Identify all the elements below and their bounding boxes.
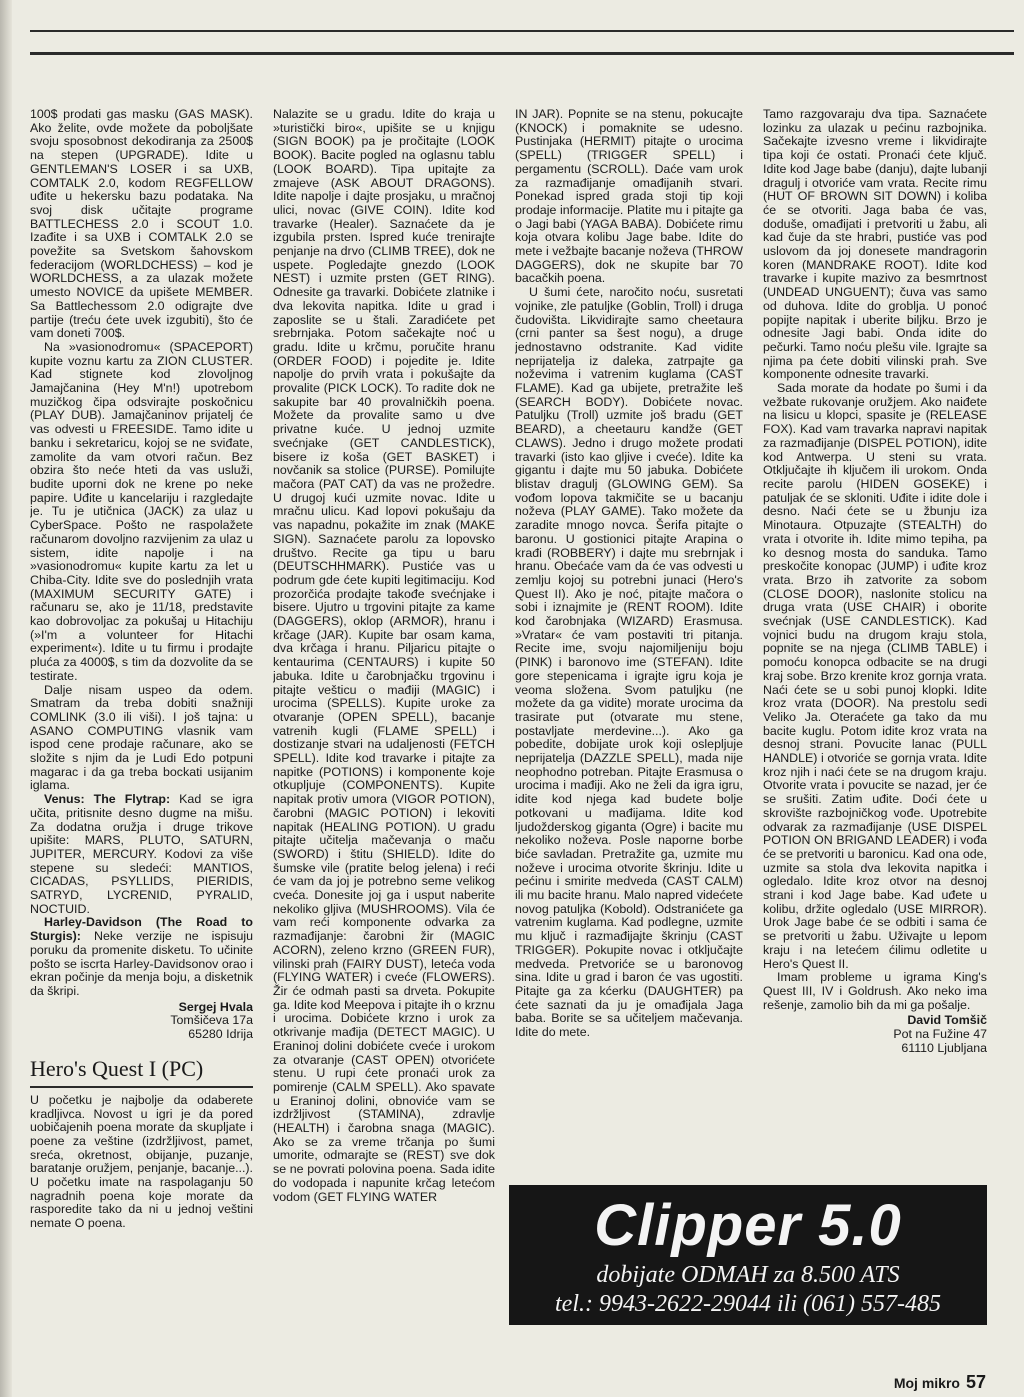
col4-paragraph-3: Imam probleme u igrama King's Quest III, IV i Goldrush. Ako neko ima rešenje, zamolio bih da mi ga pošalje. [763,970,987,1012]
column-3 [515,108,743,1176]
page-number: 57 [965,1372,986,1392]
venus-text: Kad se igra učita, pritisnite desno dugme na mišu. Za dodatna oružja i druge trikove upišite: MARS, PLUTO, SATURN, JUPITER, MERCURY. Kodovi za više stepene su sledeći: MANTIOS, CICADAS, PSYLLIDS, PIERIDIS, SATRYD, LYCRENID, PYRALID, NOCTUID. [30,792,253,916]
col1-paragraph-3: Dalje nisam uspeo da odem. Smatram da treba dobiti snažniji COMLINK (3.0 ili viši). I još tajna: u ASANO COMPUTING vlasnik vam ispod cene prodaje računare, ako se složite s njim da je Ludi Edo potpuni magarac i da ga treba bockati usijanim iglama. [30,682,253,793]
signature-1-address-2: 65280 Idrija [188,1027,253,1042]
col1-paragraph-4 [30,793,253,916]
col1-paragraph-6: U početku je najbolje da odaberete kradljivca. Novost u igri je da pored uobičajenih poena morate da skupljate i poene za veštine (izdržljivost, pamet, sreća, okretnost, obijanje, puzanje, baratanje oružjem, penjanje, bacanje...). U početku imate na raspolaganju 50 nagradnih poena koje morate da rasporedite tako da ni u jednoj veštini nemate O poena. [30,1092,253,1231]
signature-2-address-1: Pot na Fužine 47 [893,1027,987,1042]
page-edge [0,0,12,1397]
magazine-name: Moj mikro [893,1375,960,1391]
signature-2-name: David Tomšič [907,1013,987,1028]
col1-paragraph-1: 100$ prodati gas masku (GAS MASK). Ako želite, ovde možete da poboljšate svoju sposobnost dekodiranja za 2500$ na stepen (UPGRADE). Idite u GENTLEMAN'S LOSER i sa UXB, COMTALK 2.0, kodom REGFELLOW uđite u hekersku bazu podataka. Na svoj disk učitajte programe BATTLECHESS 2.0 i SCOUT 1.0. Izađite i sa UXB i COMTALK 2.0 se povežite sa Svetskom šahovskom federacijom (WORLDCHESS) – kod je WORLDCHESS, a za ulazak možete umesto NOVICE da upišete MEMBER. Sa Battlechessom 2.0 odigrajte dve partije (treću ćete uvek izgubiti), što će vam doneti 700$. [30,108,253,341]
col2-paragraph-1: Nalazite se u gradu. Idite do kraja u »turistički biro«, upišite se u knjigu (SIGN BOOK) pa je pročitajte (LOOK BOOK). Bacite pogled na oglasnu tablu (LOOK BOARD). Tipa upitajte za zmajeve (ASK ABOUT DRAGONS). Idite napolje i dajte prosjaku, u mračnoj ulici, novac (GIVE COIN). Idite kod travarke (Healer). Saznaćete da je izgubila prsten. Ispred kuće trenirajte penjanje na drvo (CLIMB TREE), dok ne uspete. Pogledajte gnezdo (LOOK NEST) i uzmite prsten (GET RING). Odnesite ga travarki. Dobićete zlatnike i dva lekovita napitka. Idite u grad i zaposlite se u štali. Zaradićete pet srebrnjaka. Potom sačekajte noć u gradu. Idite u krčmu, poručite hranu (ORDER FOOD) i pojedite je. Idite napolje do prvih vrata i pokušajte da provalite (PICK LOCK). To radite dok ne sakupite bar 40 provalničkih poena. Možete da provalite samo u dve privatne kuće. U jednoj uzmite svećnjake (GET CANDLESTICK), bisere iz koša (GET BASKET) i novčanik sa stolice (PURSE). Pomilujte mačora (PAT CAT) da vas ne prožedre. U drugoj kući uzmite novac. Idite u mračnu ulicu. Kad lopovi pokušaju da vas napadnu, pokažite im znak (MAKE SIGN). Saznaćete parolu za lopovsko društvo. Recite ga tipu u baru (DEUTSCHHMARK). Pustiće vas u podrum gde ćete kupiti legitimaciju. Kod prozorčića prodajte takođe svećnjake i bisere. Ujutro u trgovini pitajte za kame (DAGGERS), oklop (ARMOR), hranu i krčage (JAR). Kupite bar osam kama, dva krčaga i hranu. Piljaricu pitajte o kentaurima (CENTAURS) i kupite 50 jabuka. Idite u čarobnjačku trgovinu i pitajte vešticu o mađiji (MAGIC) i urocima (SPELLS). Kupite uroke za otvaranje (OPEN SPELL), bacanje vatrenih kugli (FLAME SPELL) i dostizanje stvari na udaljenosti (FETCH SPELL). Idite kod travarke i pitajte za napitke (POTIONS) i komponente koje otkupljuje (COMPONENTS). Kupite napitak protiv umora (VIGOR POTION), čarobni (MAGIC POTION) i lekoviti napitak (HEALING POTION). U gradu pitajte učitelja mačevanja o maču (SWORD) i štitu (SHIELD). Idite do šumske vile (pratite belog jelena) i reći će vam da joj je potrebno seme velikog cveća. Donesite joj ga i usput naberite nekoliko gljiva (MUSHROOMS). Vila će vam reći komponente odvarka za razmađijanje: čarobni žir (MAGIC ACORN), zeleno krzno (GREEN FUR), vilinski prah (FAIRY DUST), leteća voda (FLYING WATER) i cveće (FLOWERS). Žir će odmah pasti sa drveta. Pokupite ga. Idite kod Meepova i pitajte ih o krznu i urocima. Dobićete krzno i urok za otkrivanje mađija (DETECT MAGIC). U Eraninoj dolini dobićete cveće i urokom za otvaranje (CAST OPEN) otvorićete stenu. U rupi ćete pronaći urok za pomirenje (CALM SPELL). Ako spavate u Eraninoj dolini, obnoviće vam se izdržljivost (STAMINA), zdravlje (HEALTH) i čarobna snaga (MAGIC). Ako se za vreme trčanja po šumi umorite, odmarajte se (REST) sve dok se ne povrati polovina poena. Sada idite do vodopada i napunite krčag letećom vodom (GET FLYING WATER [273,108,495,1204]
column-1 [30,108,253,1328]
harley-text: Neke verzije ne ispisuju poruku da promenite disketu. To učinite pošto se iscrta Harley-Davidsonov orao i ekran počinje da menja boju, a disketnik da škripi. [30,929,253,998]
clipper-advertisement [509,1185,987,1325]
signature-2 [763,1014,987,1055]
signature-1 [30,1001,253,1042]
col4-paragraph-2: Sada morate da hodate po šumi i da vežbate rukovanje oružjem. Ako naiđete na lisicu u klopci, spasite je (RELEASE FOX). Kad vam travarka napravi napitak za razmađijanje (DISPEL POTION), idite kod Antwerpa. U steni su vrata. Otključajte ih ključem ili urokom. Onda recite parolu (HIDEN GOSEKE) i patuljak će se skloniti. Uđite i idite dole i desno. Naći ćete se u žbunju iza Minotaura. Otpuzajte (STEALTH) do vrata i otvorite ih. Idite mimo tepiha, pa ko desnog mosta do sanduka. Tamo preskočite konopac (JUMP) i uđite kroz vrata. Brzo ih zatvorite za sobom (CLOSE DOOR), naslonite stolicu na druga vrata (USE CHAIR) i oborite svećnjak (USE CANDLESTICK). Kad vojnici budu na drugom kraju stola, popnite se na njega (CLIMB TABLE) i pomoću konopca odbacite se na drugi kraj sobe. Brzo krenite kroz gornja vrata. Naći ćete se u sobi punoj klopki. Idite kroz vrata (DOOR). Na prestolu sedi Veliko Ja. Oteraćete ga tako da mu bacite kuglu. Potom idite kroz vrata na desnoj strani. Povucite lanac (PULL HANDLE) i otvoriće se gornja vrata. Idite kroz njih i naći ćete se na drugom kraju. Otvorite vrata i povucite se nazad, jer će se srušiti. Zatim uđite. Doći ćete u skrovište razbojničkog vođe. Upotrebite odvarak za razmađijanje (USE DISPEL POTION ON BRIGAND LEADER) i vođa će se pretvoriti u baronicu. Kad ona ode, uzmite sa stola dva lekovita napitka i ogledalo. Idite kroz otvor na desnoj strani i kod Jage babe. Kad uđete u kolibu, držite ogledalo (USE MIRROR). Urok Jage babe će se odbiti i sama će se pretvoriti u žabu. Uživajte u lepom kraju i na letećem ćilimu odletite u Hero's Quest II. [763,381,987,971]
col1-paragraph-2: Na »vasionodromu« (SPACEPORT) kupite voznu kartu za ZION CLUSTER. Kad stignete kod zlovoljnog Jamajčanina (Hey M'n!) upotrebom muzičkog čipa odsvirajte poskočnicu (PLAY DUB). Jamajčaninov prijatelj će vas odvesti u FREESIDE. Tamo idite u banku i sekretaricu, kojoj se ne sviđate, zamolite da vam otvori račun. Bez obzira što neće hteti da vas usluži, budite uporni dok ne krene po neke papire. Uđite u kancelariju i razgledajte je. Tu je utičnica (JACK) za ulaz u CyberSpace. Pošto ne raspolažete računarom dovoljno razvijenim za ulaz u sistem, idite napolje i na »vasionodromu« kupite kartu za let u Chiba-City. Idite sve do poslednjih vrata (MAXIMUM SECURITY GATE) i računaru se, ako je 11/18, predstavite kao dobrovoljac za pokušaj u Hitachiju (»I'm a volunteer for Hitachi experiment«). Idite u tu firmu i prodajte pluća za 4000$, s tim da dozvolite da se testirate. [30,339,253,683]
signature-1-address-1: Tomšičeva 17a [170,1013,253,1028]
signature-1-name: Sergej Hvala [178,999,253,1014]
header-rule [30,52,1014,55]
ad-title: Clipper 5.0 [594,1193,902,1258]
col1-paragraph-5 [30,916,253,998]
harley-heading: Harley-Davidson (The Road to Sturgis): [30,915,253,944]
signature-2-address-2: 61110 Ljubljana [901,1040,987,1055]
top-rule [30,30,1014,32]
column-2 [273,108,495,1340]
col3-paragraph-1: IN JAR). Popnite se na stenu, pokucajte (KNOCK) i pomaknite se udesno. Pustinjaka (HERMIT) pitajte o urocima (SPELL) (TRIGGER SPELL) i pergamentu (SCROLL). Daće vam urok za razmađijanje omađijanih stvari. Ponekad ispred grada stoji tip koji prodaje informacije. Platite mu i pitajte ga o Jagi babi (YAGA BABA). Dobićete rimu koja otvara kolibu Jage babe. Idite do mete i vežbajte bacanje noževa (THROW DAGGERS), dok ne skupite bar 70 bacačkih poena. [515,108,743,286]
section-title: Hero's Quest I (PC) [30,1056,253,1088]
col3-paragraph-2: U šumi ćete, naročito noću, susretati vojnike, zle patuljke (Goblin, Troll) i druga čudovišta. Likvidirajte samo cheetaura (crni panter sa šest nogu), a druge jednostavno odstranite. Kad vidite neprijatelja iz daleka, zatrpajte ga noževima i vatrenim kuglama (CAST FLAME). Kad ga ubijete, pretražite leš (SEARCH BODY). Dobićete novac. Patuljku (Troll) uzmite još bradu (GET BEARD), a cheetauru kandže (GET CLAWS). Jedno i drugo možete prodati travarki (isto kao gljive i cveće). Idite ka gigantu i dajte mu 50 jabuka. Dobićete blistav dragulj (GLOWING GEM). Sa vođom lopova takmičite se u bacanju noževa (PLAY GAME). Tako možete da zaradite mnogo novca. Šerifa pitajte o baronu. U gostionici pitajte Arapina o krađi (ROBBERY) i dajte mu srebrnjak i hranu. Obećaće vam da će vas odvesti u zemlju kojoj su potrebni junaci (Hero's Quest II). Ako je noć, pitajte mačora o sobi i iznajmite je (RENT ROOM). Idite kod čarobnjaka (WIZARD) Erasmusa. »Vratar« će vam postaviti tri pitanja. Recite ime, svoju najomiljeniju boju (PINK) i baronovo ime (STEFAN). Idite gore stepenicama i igrajte igru koja je veoma složena. Svom patuljku (ne možete da ga vidite) morate urocima da trasirate put (otvarate mu stene, postavljate merdevine...). Ako ga pobedite, dobijate urok koji oslepljuje neprijatelja (DAZZLE SPELL), mada nije neophodno potreban. Pitajte Erasmusa o urocima i mađiji. Ako ne želi da igra igru, idite kod njega kad budete bolje potkovani u mađijama. Idite kod ljudožderskog giganta (Ogre) i bacite mu nekoliko noževa. Posle naporne borbe biće savladan. Pretražite ga, uzmite mu noževe i urocima otvorite škrinju. Idite u pećinu i smirite medveda (CAST CALM) ili mu bacite hranu. Malo napred videćete novog patuljka (Kobold). Odstranićete ga vatrenim kuglama. Kad podlegne, uzmite mu ključ i razmađijajte škrinju (CAST TRIGGER). Pokupite novac i otključajte medveda. Pretvoriće se u baronovog sina. Idite u grad i baron će vas ugostiti. Pitajte ga za kćerku (DAUGHTER) pa ćete saznati da ju je omađijala Jaga baba. Borite se sa učiteljem mačevanja. Idite do mete. [515,285,743,1040]
col4-paragraph-1: Tamo razgovaraju dva tipa. Saznaćete lozinku za ulazak u pećinu razbojnika. Sačekajte izvesno vreme i likvidirajte tipa koji će ostati. Pronaći ćete ključ. Idite kod Jage babe (danju), dajte lubanji dragulj i otvoriće vam vrata. Recite rimu (HUT OF BROWN SIT DOWN) i koliba će se otvoriti. Jaga baba će vas, doduše, omađijati i pretvoriti u žabu, ali kad čuje da ste hrabri, pustiće vas pod uslovom da joj donesete mandragorin koren (MANDRAKE ROOT). Idite kod travarke i kupite mazivo za besmrtnost (UNDEAD UNGUENT); čuva vas samo od duhova. Idite do groblja. U ponoć popijte napitak i uberite biljku. Brzo je odnesite Jagi babi. Onda idite do pečurki. Tamo noću plešu vile. Igrajte sa njima pa ćete dobiti vilinski prah. Sve komponente odnesite travarki. [763,108,987,382]
column-4 [763,108,987,1176]
ad-offer: dobijate ODMAH za 8.500 ATS [596,1262,900,1288]
page-footer [894,1372,986,1393]
venus-heading: Venus: The Flytrap: [44,792,171,807]
ad-phone: tel.: 9943-2622-29044 ili (061) 557-485 [555,1291,941,1317]
